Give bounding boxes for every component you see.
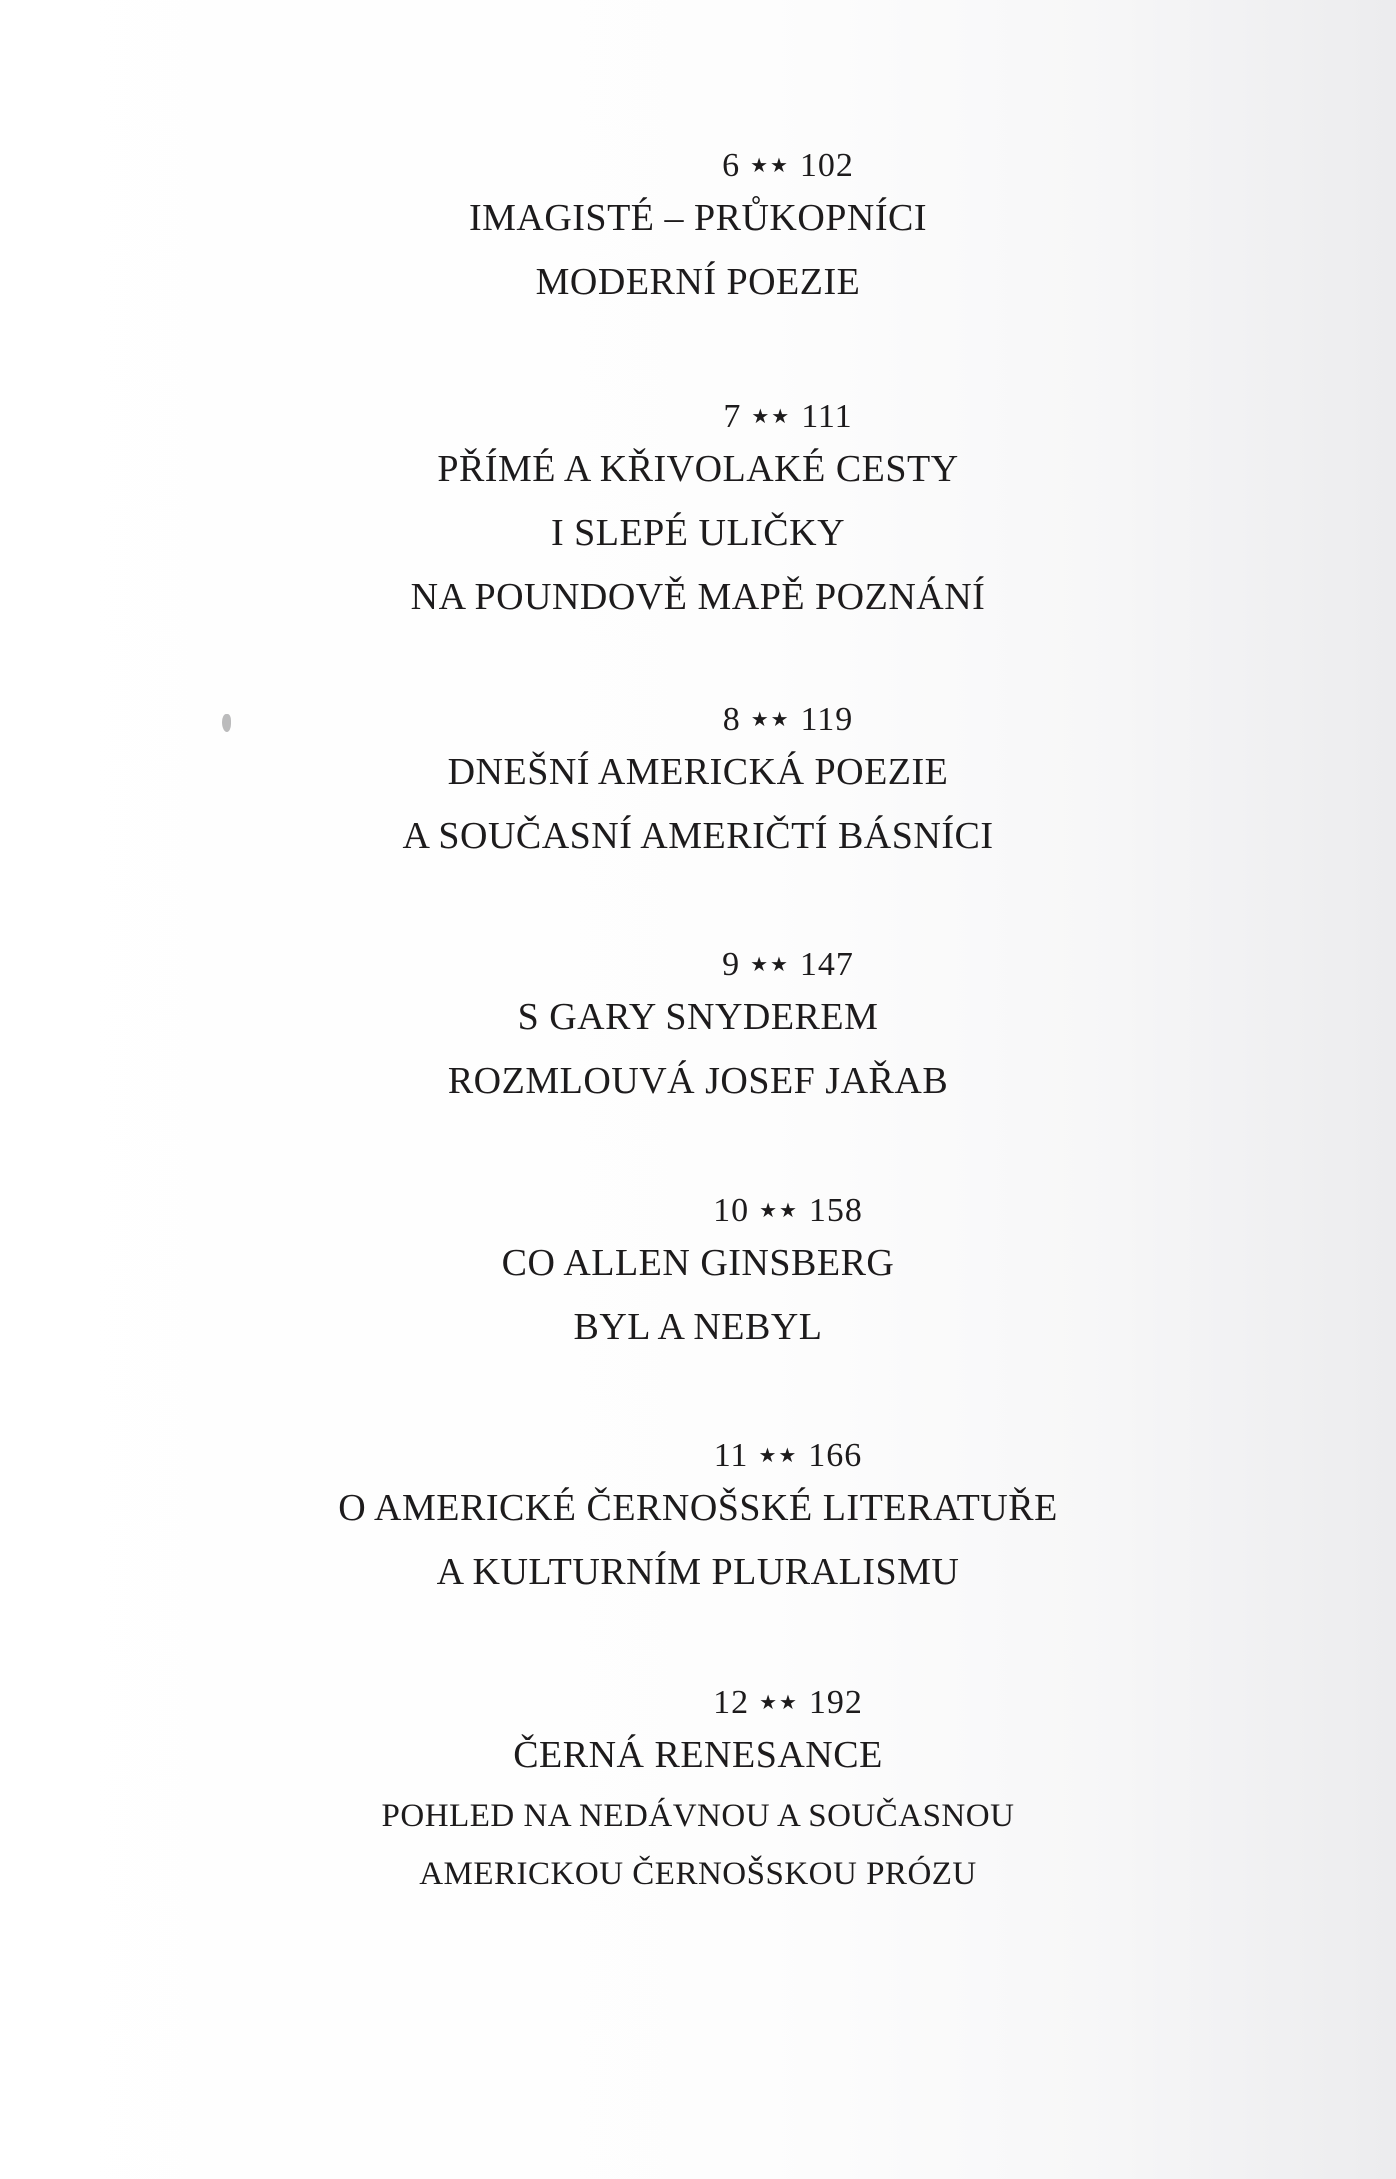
toc-entry xyxy=(0,1683,1396,1903)
chapter-number: 10 xyxy=(713,1192,750,1229)
chapter-number: 12 xyxy=(713,1684,750,1721)
page-number: 102 xyxy=(799,147,854,184)
entry-title-line: A SOUČASNÍ AMERIČTÍ BÁSNÍCI xyxy=(402,815,994,857)
toc-entry xyxy=(0,700,1396,868)
entry-number-line xyxy=(180,146,1396,186)
toc-entry xyxy=(0,397,1396,629)
star-separator-icon: ★★ xyxy=(750,709,791,731)
star-separator-icon: ★★ xyxy=(750,155,790,177)
entry-title-line: DNEŠNÍ AMERICKÁ POEZIE xyxy=(447,751,949,793)
page-number: 147 xyxy=(799,946,854,983)
entry-title-line: S GARY SNYDEREM xyxy=(517,996,879,1038)
entry-number-line xyxy=(180,1436,1396,1476)
entry-number-line xyxy=(180,1683,1396,1723)
star-separator-icon: ★★ xyxy=(751,406,792,428)
entry-title-line: MODERNÍ POEZIE xyxy=(535,261,861,303)
entry-number-line xyxy=(180,1191,1396,1231)
toc-entry xyxy=(0,945,1396,1113)
chapter-number: 8 xyxy=(722,701,741,738)
entry-title-line: AMERICKOU ČERNOŠSKOU PRÓZU xyxy=(419,1856,977,1892)
entry-title-line: NA POUNDOVĚ MAPĚ POZNÁNÍ xyxy=(410,576,986,618)
entry-number-line xyxy=(180,700,1396,740)
toc-entry xyxy=(0,146,1396,314)
page-number: 158 xyxy=(808,1192,863,1229)
star-separator-icon: ★★ xyxy=(759,1692,799,1714)
chapter-number: 9 xyxy=(722,946,741,983)
page-number: 192 xyxy=(808,1684,863,1721)
entry-title-line: CO ALLEN GINSBERG xyxy=(501,1242,895,1284)
page-number: 111 xyxy=(801,398,853,435)
toc-entry xyxy=(0,1191,1396,1359)
entry-title-line: A KULTURNÍM PLURALISMU xyxy=(436,1551,960,1593)
chapter-number: 7 xyxy=(723,398,742,435)
entry-title-line: PŘÍMÉ A KŘIVOLAKÉ CESTY xyxy=(437,448,959,490)
page-number: 166 xyxy=(808,1437,863,1474)
toc-entry xyxy=(0,1436,1396,1604)
chapter-number: 11 xyxy=(713,1437,749,1474)
entry-title-line: IMAGISTÉ – PRŮKOPNÍCI xyxy=(468,197,928,239)
entry-title-line: BYL A NEBYL xyxy=(573,1306,823,1348)
entry-title-line: ČERNÁ RENESANCE xyxy=(513,1734,883,1776)
entry-title-line: ROZMLOUVÁ JOSEF JAŘAB xyxy=(447,1060,949,1102)
entry-number-line xyxy=(180,945,1396,985)
entry-title-line: I SLEPÉ ULIČKY xyxy=(550,512,846,554)
page-number: 119 xyxy=(800,701,854,738)
star-separator-icon: ★★ xyxy=(758,1445,799,1467)
entry-title-line: O AMERICKÉ ČERNOŠSKÉ LITERATUŘE xyxy=(338,1487,1058,1529)
entry-number-line xyxy=(180,397,1396,437)
chapter-number: 6 xyxy=(722,147,741,184)
entry-title-line: POHLED NA NEDÁVNOU A SOUČASNOU xyxy=(381,1798,1015,1834)
star-separator-icon: ★★ xyxy=(759,1200,799,1222)
star-separator-icon: ★★ xyxy=(750,954,790,976)
